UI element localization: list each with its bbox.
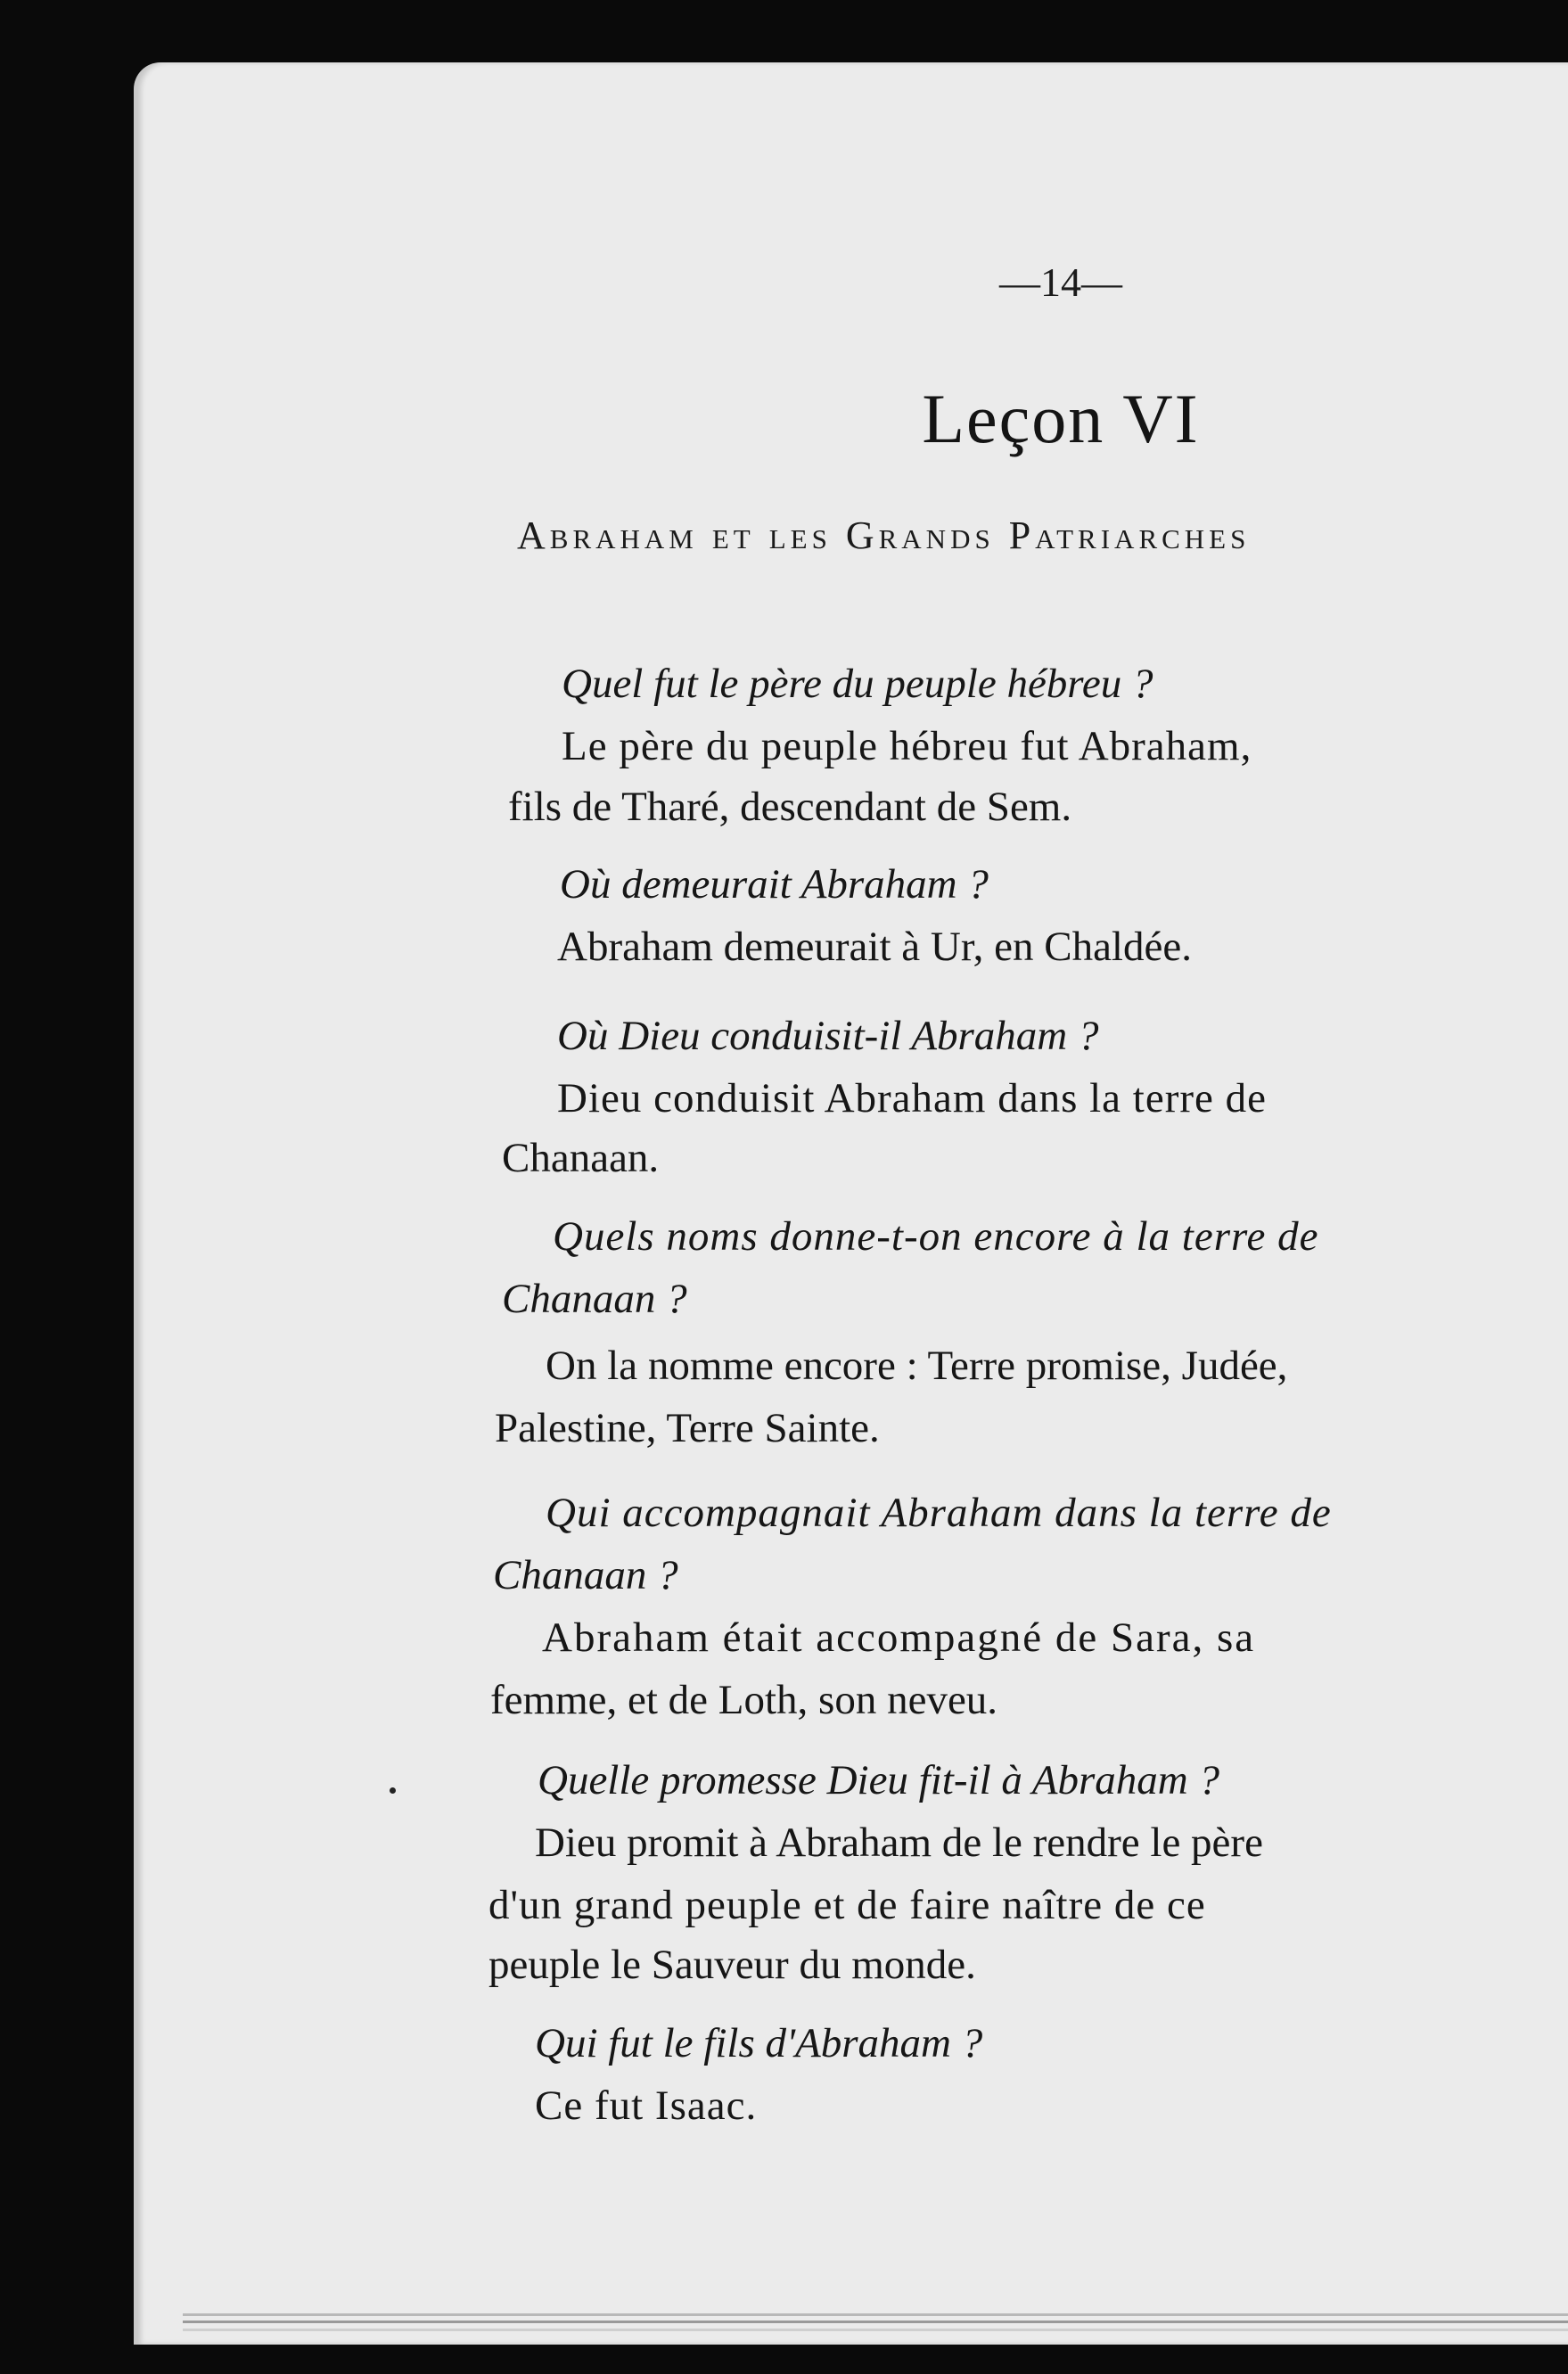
question-line: Qui accompagnait Abraham dans la terre de — [546, 1490, 1332, 1536]
question-line: Où Dieu conduisit-il Abraham ? — [557, 1013, 1099, 1059]
question-line: Quel fut le père du peuple hébreu ? — [562, 661, 1153, 707]
page-edge — [183, 2321, 1568, 2323]
question-line: Qui fut le fils d'Abraham ? — [535, 2020, 983, 2066]
answer-line: Abraham demeurait à Ur, en Chaldée. — [557, 924, 1192, 970]
answer-line: fils de Tharé, descendant de Sem. — [508, 784, 1072, 830]
answer-line: Ce fut Isaac. — [535, 2082, 758, 2129]
question-line: Quelle promesse Dieu fit-il à Abraham ? — [538, 1757, 1219, 1803]
answer-line: Palestine, Terre Sainte. — [495, 1405, 880, 1451]
answer-line: Le père du peuple hébreu fut Abraham, — [562, 723, 1252, 769]
answer-line: peuple le Sauveur du monde. — [488, 1942, 976, 1988]
answer-line: Chanaan. — [502, 1135, 660, 1181]
answer-line: d'un grand peuple et de faire naître de ce — [488, 1882, 1206, 1928]
answer-line: Abraham était accompagné de Sara, sa — [542, 1614, 1256, 1661]
ink-speck — [390, 1787, 396, 1794]
answer-line: femme, et de Loth, son neveu. — [490, 1677, 998, 1723]
answer-line: Dieu conduisit Abraham dans la terre de — [557, 1075, 1267, 1121]
question-line: Où demeurait Abraham ? — [560, 861, 989, 908]
question-line: Chanaan ? — [493, 1552, 678, 1598]
lesson-subtitle: Abraham et les Grands Patriarches — [517, 513, 1251, 557]
question-line: Chanaan ? — [502, 1276, 687, 1322]
page-edge — [183, 2329, 1568, 2331]
lesson-title: Leçon VI — [922, 380, 1200, 457]
answer-line: On la nomme encore : Terre promise, Judée, — [546, 1343, 1288, 1389]
page-edge — [183, 2313, 1568, 2316]
page-number: —14— — [999, 259, 1122, 305]
answer-line: Dieu promit à Abraham de le rendre le père — [535, 1820, 1263, 1866]
question-line: Quels noms donne-t-on encore à la terre de — [553, 1213, 1319, 1260]
